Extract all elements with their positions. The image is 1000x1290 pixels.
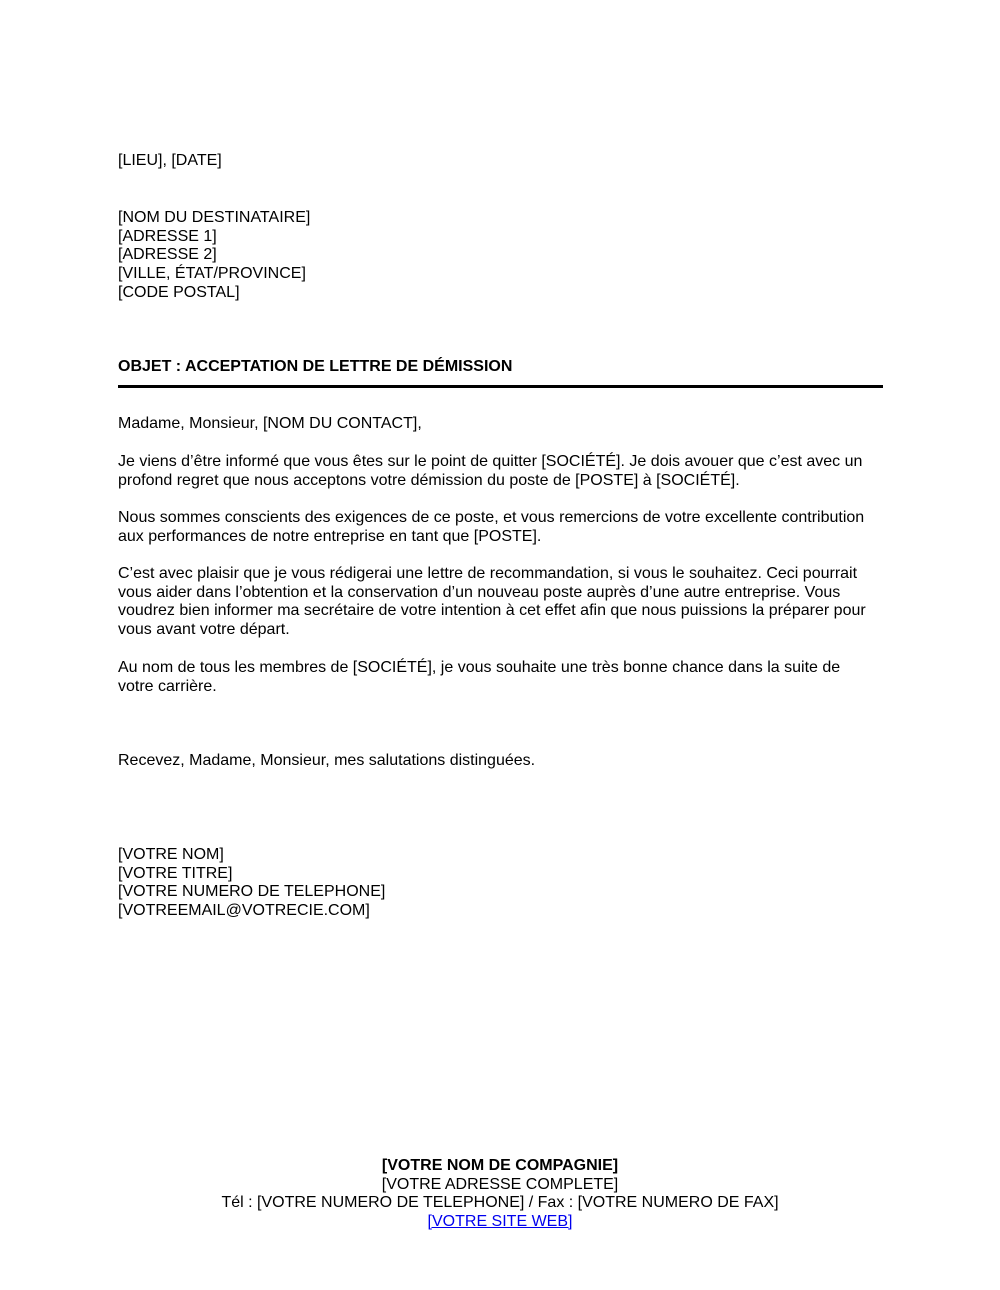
sender-name: [VOTRE NOM] bbox=[118, 846, 224, 863]
place-date bbox=[118, 152, 883, 171]
sender-phone: [VOTRE NUMERO DE TELEPHONE] bbox=[118, 883, 386, 901]
body-line: voudrez bien informer ma secrétaire de votre intention à cet effet afin que nous puissions la préparer pour bbox=[118, 602, 866, 620]
subject-line: OBJET : ACCEPTATION DE LETTRE DE DÉMISSION bbox=[118, 358, 513, 375]
recipient-address bbox=[118, 209, 883, 303]
recipient-postal-code: [CODE POSTAL] bbox=[118, 283, 240, 301]
salutation bbox=[118, 415, 888, 434]
body-line: Au nom de tous les membres de [SOCIÉTÉ], je vous souhaite une très bonne chance dans la suite de bbox=[118, 659, 841, 676]
footer-address: [VOTRE ADRESSE COMPLETE] bbox=[381, 1175, 619, 1193]
body-paragraph-3 bbox=[118, 565, 888, 640]
body-line: C’est avec plaisir que je vous rédigerai une lettre de recommandation, si vous le souhaitez. Ceci pourrait bbox=[118, 565, 858, 582]
company-footer bbox=[0, 1157, 1000, 1232]
body-line: Nous sommes conscients des exigences de ce poste, et vous remercions de votre excellente contribution bbox=[118, 509, 865, 526]
place-date-text: [LIEU], [DATE] bbox=[118, 152, 222, 169]
signature-block bbox=[118, 846, 883, 921]
sender-email: [VOTREEMAIL@VOTRECIE.COM] bbox=[118, 902, 370, 920]
salutation-text: Madame, Monsieur, [NOM DU CONTACT], bbox=[118, 415, 422, 432]
recipient-name: [NOM DU DESTINATAIRE] bbox=[118, 209, 311, 226]
footer-website-link[interactable]: [VOTRE SITE WEB] bbox=[427, 1213, 573, 1231]
recipient-city: [VILLE, ÉTAT/PROVINCE] bbox=[118, 265, 306, 283]
body-line: vous aider dans l’obtention et la conservation d’un nouveau poste auprès d’une autre entreprise. Vous bbox=[118, 583, 841, 601]
body-line: profond regret que nous acceptons votre démission du poste de [POSTE] à [SOCIÉTÉ]. bbox=[118, 471, 740, 489]
closing-text: Recevez, Madame, Monsieur, mes salutations distinguées. bbox=[118, 752, 536, 769]
body-paragraph-2 bbox=[118, 509, 888, 546]
body-paragraph-1 bbox=[118, 453, 888, 490]
recipient-address-2: [ADRESSE 2] bbox=[118, 246, 217, 264]
recipient-address-1: [ADRESSE 1] bbox=[118, 227, 217, 245]
body-line: aux performances de notre entreprise en tant que [POSTE]. bbox=[118, 527, 542, 545]
body-paragraph-4 bbox=[118, 659, 888, 696]
body-line: vous avant votre départ. bbox=[118, 621, 290, 639]
body-line: votre carrière. bbox=[118, 677, 217, 695]
subject-divider bbox=[118, 385, 883, 388]
footer-company-name: [VOTRE NOM DE COMPAGNIE] bbox=[381, 1157, 619, 1174]
closing bbox=[118, 752, 888, 771]
footer-contact: Tél : [VOTRE NUMERO DE TELEPHONE] / Fax : [VOTRE NUMERO DE FAX] bbox=[221, 1194, 779, 1212]
sender-title: [VOTRE TITRE] bbox=[118, 864, 233, 882]
body-line: Je viens d’être informé que vous êtes sur le point de quitter [SOCIÉTÉ]. Je dois avouer que c’est avec un bbox=[118, 453, 863, 470]
